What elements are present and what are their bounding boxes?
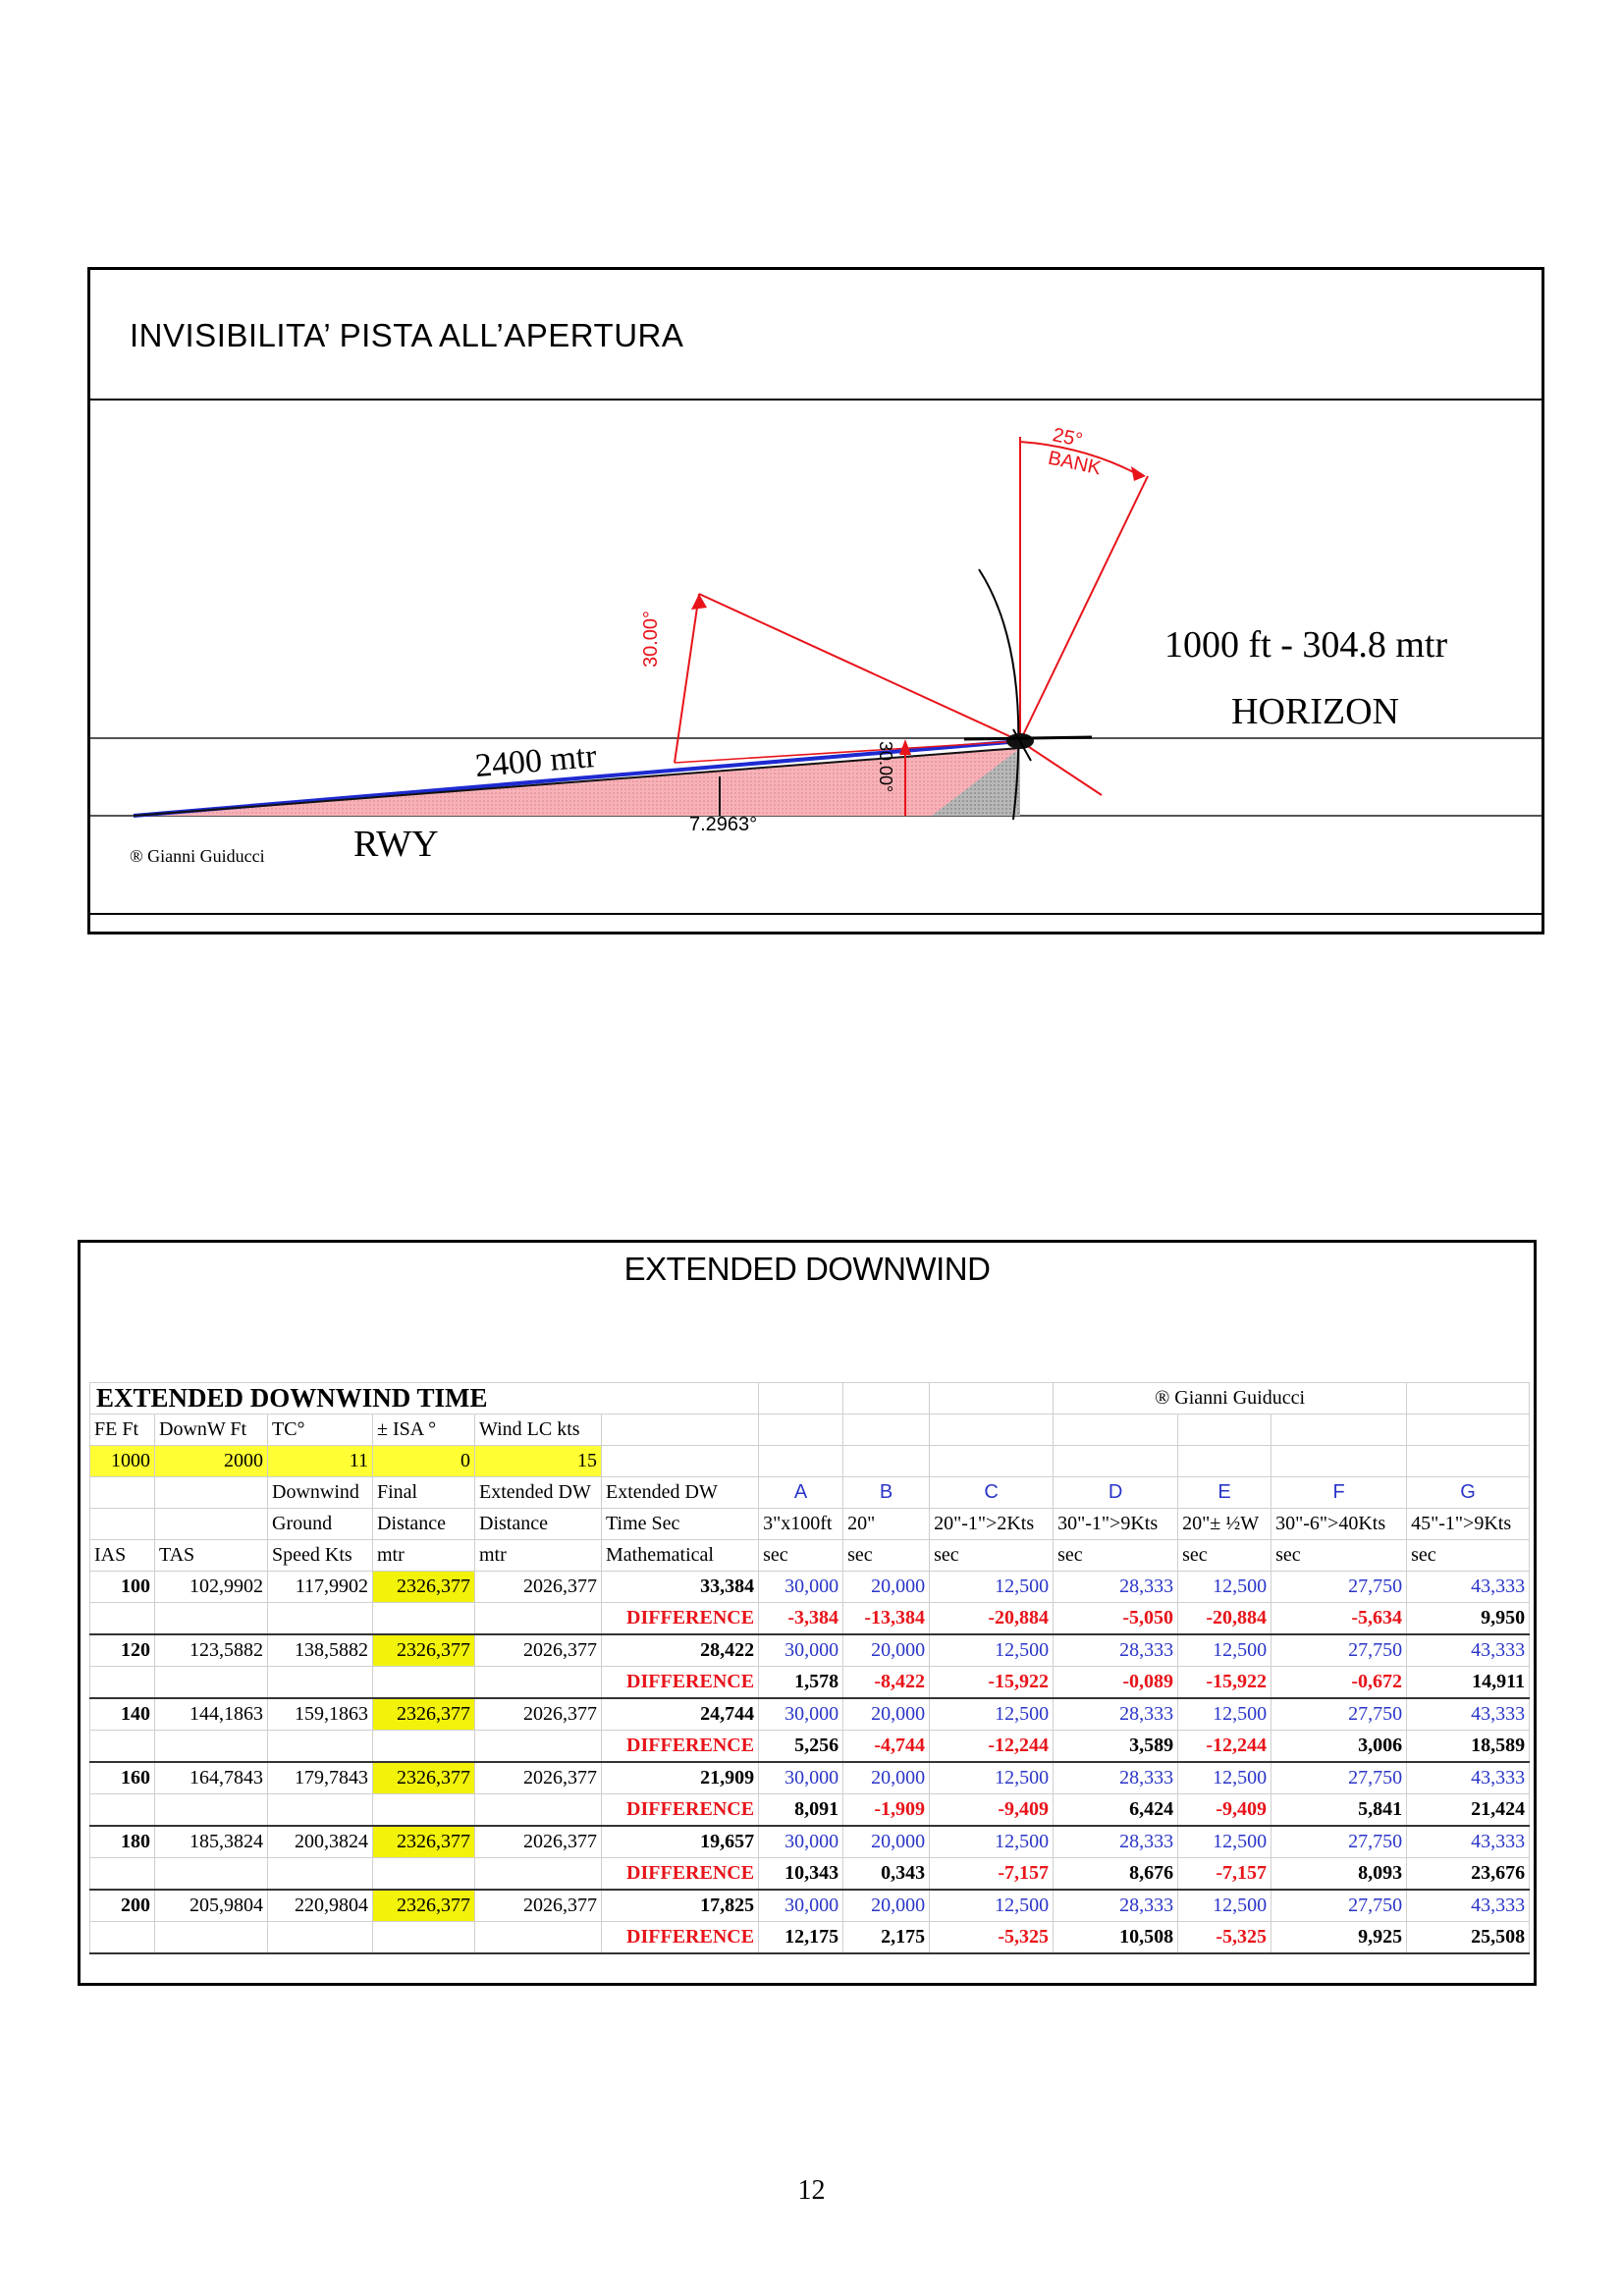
column-header: Extended DW <box>602 1477 759 1509</box>
final-distance-cell: 2326,377 <box>373 1572 475 1603</box>
value-cell: 12,500 <box>1178 1698 1271 1731</box>
empty-cell <box>475 1922 602 1954</box>
extended-distance-cell: 2026,377 <box>475 1826 602 1858</box>
value-cell: 12,500 <box>1178 1572 1271 1603</box>
column-header <box>90 1477 155 1509</box>
param-value: 0 <box>373 1446 475 1477</box>
column-subheader: 30"-1">9Kts <box>1054 1509 1178 1540</box>
difference-label: DIFFERENCE <box>602 1922 759 1954</box>
difference-cell: -0,672 <box>1271 1667 1407 1699</box>
difference-cell: -15,922 <box>930 1667 1054 1699</box>
final-distance-cell: 2326,377 <box>373 1698 475 1731</box>
unit-cell: sec <box>1178 1540 1271 1572</box>
empty-cell <box>155 1667 268 1699</box>
difference-cell: 10,343 <box>759 1858 843 1891</box>
params-label-row <box>90 1415 1530 1446</box>
empty-cell <box>602 1446 759 1477</box>
sheet-title-row <box>90 1383 1530 1415</box>
bank-25-line <box>1020 476 1148 741</box>
groundspeed-cell: 220,9804 <box>268 1890 373 1922</box>
param-label: TC° <box>268 1415 373 1446</box>
difference-row <box>90 1731 1530 1763</box>
column-header <box>155 1509 268 1540</box>
difference-cell: 9,950 <box>1407 1603 1530 1635</box>
unit-cell: sec <box>1054 1540 1178 1572</box>
value-cell: 27,750 <box>1271 1890 1407 1922</box>
difference-cell: -7,157 <box>1178 1858 1271 1891</box>
header-row-3 <box>90 1540 1530 1572</box>
difference-cell: 3,006 <box>1271 1731 1407 1763</box>
extended-distance-cell: 2026,377 <box>475 1762 602 1794</box>
figure-title: INVISIBILITA’ PISTA ALL’APERTURA <box>130 317 684 353</box>
data-row <box>90 1890 1530 1922</box>
empty-cell <box>373 1603 475 1635</box>
difference-label: DIFFERENCE <box>602 1858 759 1891</box>
empty-cell <box>90 1667 155 1699</box>
value-cell: 20,000 <box>843 1572 930 1603</box>
difference-cell: -8,422 <box>843 1667 930 1699</box>
empty-cell <box>843 1446 930 1477</box>
empty-cell <box>90 1603 155 1635</box>
column-letter: C <box>930 1477 1054 1509</box>
column-subheader: 20"± ½W <box>1178 1509 1271 1540</box>
ias-cell: 100 <box>90 1572 155 1603</box>
empty-cell <box>843 1383 930 1415</box>
spreadsheet <box>89 1382 1529 1961</box>
difference-cell: 25,508 <box>1407 1922 1530 1954</box>
empty-cell <box>268 1667 373 1699</box>
empty-cell <box>1178 1446 1271 1477</box>
difference-cell: -20,884 <box>1178 1603 1271 1635</box>
value-cell: 28,333 <box>1054 1698 1178 1731</box>
time-cell: 28,422 <box>602 1634 759 1667</box>
value-cell: 20,000 <box>843 1634 930 1667</box>
empty-cell <box>475 1794 602 1827</box>
column-header: Extended DW <box>475 1477 602 1509</box>
time-cell: 17,825 <box>602 1890 759 1922</box>
bank-arrow <box>1131 466 1146 481</box>
tas-cell: 102,9902 <box>155 1572 268 1603</box>
column-subheader: 20" <box>843 1509 930 1540</box>
difference-cell: 0,343 <box>843 1858 930 1891</box>
groundspeed-cell: 138,5882 <box>268 1634 373 1667</box>
empty-cell <box>90 1731 155 1763</box>
column-header: Time Sec <box>602 1509 759 1540</box>
empty-cell <box>759 1415 843 1446</box>
empty-cell <box>475 1858 602 1891</box>
data-row <box>90 1762 1530 1794</box>
difference-cell: -5,325 <box>930 1922 1054 1954</box>
data-row <box>90 1572 1530 1603</box>
difference-cell: 14,911 <box>1407 1667 1530 1699</box>
empty-cell <box>373 1922 475 1954</box>
column-letter: B <box>843 1477 930 1509</box>
empty-cell <box>759 1383 843 1415</box>
value-cell: 12,500 <box>1178 1634 1271 1667</box>
value-cell: 12,500 <box>930 1698 1054 1731</box>
value-cell: 30,000 <box>759 1698 843 1731</box>
time-cell: 21,909 <box>602 1762 759 1794</box>
value-cell: 43,333 <box>1407 1890 1530 1922</box>
column-header: Downwind <box>268 1477 373 1509</box>
difference-cell: -5,325 <box>1178 1922 1271 1954</box>
difference-cell: -5,050 <box>1054 1603 1178 1635</box>
empty-cell <box>90 1794 155 1827</box>
value-cell: 43,333 <box>1407 1572 1530 1603</box>
value-cell: 20,000 <box>843 1826 930 1858</box>
ias-cell: 180 <box>90 1826 155 1858</box>
empty-cell <box>268 1858 373 1891</box>
copyright-label: ® Gianni Guiducci <box>130 846 265 866</box>
value-cell: 12,500 <box>1178 1762 1271 1794</box>
column-subheader: 20"-1">2Kts <box>930 1509 1054 1540</box>
tas-cell: 144,1863 <box>155 1698 268 1731</box>
runway-invisibility-figure <box>87 267 1544 934</box>
tas-cell: 123,5882 <box>155 1634 268 1667</box>
column-header: Ground <box>268 1509 373 1540</box>
difference-cell: 10,508 <box>1054 1922 1178 1954</box>
horizon-label: HORIZON <box>1231 691 1399 732</box>
value-cell: 12,500 <box>930 1762 1054 1794</box>
bank-angle-label: 25° <box>1051 424 1085 452</box>
difference-cell: 1,578 <box>759 1667 843 1699</box>
tas-cell: 205,9804 <box>155 1890 268 1922</box>
value-cell: 28,333 <box>1054 1634 1178 1667</box>
empty-cell <box>155 1731 268 1763</box>
difference-cell: -15,922 <box>1178 1667 1271 1699</box>
empty-cell <box>1407 1383 1530 1415</box>
unit-cell: sec <box>1271 1540 1407 1572</box>
difference-cell: 8,091 <box>759 1794 843 1827</box>
sheet-title: EXTENDED DOWNWIND TIME <box>90 1383 759 1415</box>
final-distance-cell: 2326,377 <box>373 1634 475 1667</box>
value-cell: 43,333 <box>1407 1826 1530 1858</box>
column-header: IAS <box>90 1540 155 1572</box>
empty-cell <box>475 1667 602 1699</box>
column-letter: E <box>1178 1477 1271 1509</box>
unit-cell: sec <box>759 1540 843 1572</box>
column-header: Distance <box>475 1509 602 1540</box>
data-row <box>90 1826 1530 1858</box>
empty-cell <box>90 1922 155 1954</box>
difference-cell: -9,409 <box>1178 1794 1271 1827</box>
param-value: 15 <box>475 1446 602 1477</box>
column-header: Final <box>373 1477 475 1509</box>
header-row-1 <box>90 1477 1530 1509</box>
difference-cell: -5,634 <box>1271 1603 1407 1635</box>
empty-cell <box>843 1415 930 1446</box>
value-cell: 27,750 <box>1271 1826 1407 1858</box>
value-cell: 30,000 <box>759 1572 843 1603</box>
empty-cell <box>373 1794 475 1827</box>
empty-cell <box>1407 1415 1530 1446</box>
column-letter: D <box>1054 1477 1178 1509</box>
difference-cell: -4,744 <box>843 1731 930 1763</box>
diag-line <box>1020 741 1102 795</box>
data-row <box>90 1698 1530 1731</box>
empty-cell <box>1054 1415 1178 1446</box>
column-header <box>155 1477 268 1509</box>
difference-cell: 8,093 <box>1271 1858 1407 1891</box>
difference-cell: 2,175 <box>843 1922 930 1954</box>
param-label: ± ISA ° <box>373 1415 475 1446</box>
empty-cell <box>1271 1446 1407 1477</box>
value-cell: 43,333 <box>1407 1698 1530 1731</box>
groundspeed-cell: 159,1863 <box>268 1698 373 1731</box>
difference-cell: -20,884 <box>930 1603 1054 1635</box>
copyright-cell: ® Gianni Guiducci <box>1054 1383 1407 1415</box>
empty-cell <box>268 1922 373 1954</box>
bank-label: BANK <box>1046 447 1104 480</box>
bank-30-line <box>699 594 1020 741</box>
empty-cell <box>1271 1415 1407 1446</box>
empty-cell <box>155 1603 268 1635</box>
value-cell: 28,333 <box>1054 1890 1178 1922</box>
tas-cell: 185,3824 <box>155 1826 268 1858</box>
empty-cell <box>602 1415 759 1446</box>
column-header <box>90 1509 155 1540</box>
value-cell: 30,000 <box>759 1890 843 1922</box>
column-letter: A <box>759 1477 843 1509</box>
empty-cell <box>155 1794 268 1827</box>
params-value-row <box>90 1446 1530 1477</box>
difference-cell: 23,676 <box>1407 1858 1530 1891</box>
difference-cell: 9,925 <box>1271 1922 1407 1954</box>
difference-cell: -0,089 <box>1054 1667 1178 1699</box>
altitude-label: 1000 ft - 304.8 mtr <box>1164 624 1448 666</box>
difference-row <box>90 1858 1530 1891</box>
difference-cell: 12,175 <box>759 1922 843 1954</box>
page-number: 12 <box>797 2175 826 2206</box>
final-distance-cell: 2326,377 <box>373 1890 475 1922</box>
unit-cell: sec <box>843 1540 930 1572</box>
difference-label: DIFFERENCE <box>602 1731 759 1763</box>
ias-cell: 140 <box>90 1698 155 1731</box>
final-distance-cell: 2326,377 <box>373 1762 475 1794</box>
extended-distance-cell: 2026,377 <box>475 1698 602 1731</box>
difference-label: DIFFERENCE <box>602 1667 759 1699</box>
empty-cell <box>930 1383 1054 1415</box>
param-value: 1000 <box>90 1446 155 1477</box>
slope-angle-label: 7.2963° <box>689 814 758 835</box>
groundspeed-cell: 200,3824 <box>268 1826 373 1858</box>
difference-cell: 3,589 <box>1054 1731 1178 1763</box>
extended-distance-cell: 2026,377 <box>475 1890 602 1922</box>
ias-cell: 200 <box>90 1890 155 1922</box>
value-cell: 12,500 <box>930 1634 1054 1667</box>
param-value: 11 <box>268 1446 373 1477</box>
empty-cell <box>930 1415 1054 1446</box>
value-cell: 27,750 <box>1271 1698 1407 1731</box>
time-cell: 24,744 <box>602 1698 759 1731</box>
unit-cell: sec <box>1407 1540 1530 1572</box>
value-cell: 12,500 <box>1178 1826 1271 1858</box>
runway-label: RWY <box>353 824 439 865</box>
column-header: Mathematical <box>602 1540 759 1572</box>
value-cell: 43,333 <box>1407 1762 1530 1794</box>
column-header: TAS <box>155 1540 268 1572</box>
empty-cell <box>373 1731 475 1763</box>
column-header: Speed Kts <box>268 1540 373 1572</box>
data-row <box>90 1634 1530 1667</box>
small-arc-arrow <box>899 739 911 755</box>
climb-angle-label: 30.00° <box>640 610 662 667</box>
value-cell: 27,750 <box>1271 1762 1407 1794</box>
empty-cell <box>930 1446 1054 1477</box>
empty-cell <box>475 1731 602 1763</box>
extended-distance-cell: 2026,377 <box>475 1572 602 1603</box>
column-subheader: 3"x100ft <box>759 1509 843 1540</box>
figure-title: EXTENDED DOWNWIND <box>623 1251 991 1287</box>
ias-cell: 120 <box>90 1634 155 1667</box>
aircraft-wing <box>964 737 1092 739</box>
value-cell: 30,000 <box>759 1762 843 1794</box>
value-cell: 27,750 <box>1271 1634 1407 1667</box>
difference-cell: 5,256 <box>759 1731 843 1763</box>
empty-cell <box>90 1858 155 1891</box>
difference-row <box>90 1603 1530 1635</box>
value-cell: 43,333 <box>1407 1634 1530 1667</box>
value-cell: 20,000 <box>843 1698 930 1731</box>
difference-cell: -12,244 <box>930 1731 1054 1763</box>
value-cell: 12,500 <box>930 1890 1054 1922</box>
empty-cell <box>268 1603 373 1635</box>
value-cell: 12,500 <box>930 1826 1054 1858</box>
value-cell: 20,000 <box>843 1890 930 1922</box>
small-angle-label: 30.00° <box>876 741 895 793</box>
column-header: mtr <box>373 1540 475 1572</box>
value-cell: 28,333 <box>1054 1762 1178 1794</box>
downwind-table <box>89 1382 1530 1954</box>
value-cell: 20,000 <box>843 1762 930 1794</box>
value-cell: 30,000 <box>759 1826 843 1858</box>
difference-cell: -3,384 <box>759 1603 843 1635</box>
difference-cell: -9,409 <box>930 1794 1054 1827</box>
header-row-2 <box>90 1509 1530 1540</box>
difference-row <box>90 1667 1530 1699</box>
empty-cell <box>1054 1446 1178 1477</box>
column-letter: G <box>1407 1477 1530 1509</box>
empty-cell <box>155 1858 268 1891</box>
difference-cell: -13,384 <box>843 1603 930 1635</box>
difference-cell: -7,157 <box>930 1858 1054 1891</box>
groundspeed-cell: 117,9902 <box>268 1572 373 1603</box>
difference-cell: 5,841 <box>1271 1794 1407 1827</box>
param-value: 2000 <box>155 1446 268 1477</box>
difference-cell: 21,424 <box>1407 1794 1530 1827</box>
param-label: Wind LC kts <box>475 1415 602 1446</box>
unit-cell: sec <box>930 1540 1054 1572</box>
difference-cell: 6,424 <box>1054 1794 1178 1827</box>
time-cell: 33,384 <box>602 1572 759 1603</box>
empty-cell <box>373 1667 475 1699</box>
ias-cell: 160 <box>90 1762 155 1794</box>
extended-downwind-figure <box>78 1240 1537 1986</box>
tas-cell: 164,7843 <box>155 1762 268 1794</box>
empty-cell <box>268 1731 373 1763</box>
difference-row <box>90 1794 1530 1827</box>
difference-cell: 18,589 <box>1407 1731 1530 1763</box>
value-cell: 30,000 <box>759 1634 843 1667</box>
difference-cell: -1,909 <box>843 1794 930 1827</box>
empty-cell <box>1407 1446 1530 1477</box>
difference-cell: 8,676 <box>1054 1858 1178 1891</box>
empty-cell <box>268 1794 373 1827</box>
difference-label: DIFFERENCE <box>602 1794 759 1827</box>
value-cell: 27,750 <box>1271 1572 1407 1603</box>
empty-cell <box>373 1858 475 1891</box>
difference-label: DIFFERENCE <box>602 1603 759 1635</box>
param-label: DownW Ft <box>155 1415 268 1446</box>
empty-cell <box>155 1922 268 1954</box>
empty-cell <box>475 1603 602 1635</box>
value-cell: 12,500 <box>1178 1890 1271 1922</box>
value-cell: 28,333 <box>1054 1572 1178 1603</box>
column-header: Distance <box>373 1509 475 1540</box>
distance-label: 2400 mtr <box>473 737 599 785</box>
time-cell: 19,657 <box>602 1826 759 1858</box>
difference-row <box>90 1922 1530 1954</box>
empty-cell <box>759 1446 843 1477</box>
geometry-diagram <box>90 270 1542 932</box>
final-distance-cell: 2326,377 <box>373 1826 475 1858</box>
column-subheader: 30"-6">40Kts <box>1271 1509 1407 1540</box>
column-letter: F <box>1271 1477 1407 1509</box>
column-subheader: 45"-1">9Kts <box>1407 1509 1530 1540</box>
empty-cell <box>1178 1415 1271 1446</box>
param-label: FE Ft <box>90 1415 155 1446</box>
value-cell: 12,500 <box>930 1572 1054 1603</box>
value-cell: 28,333 <box>1054 1826 1178 1858</box>
groundspeed-cell: 179,7843 <box>268 1762 373 1794</box>
extended-distance-cell: 2026,377 <box>475 1634 602 1667</box>
difference-cell: -12,244 <box>1178 1731 1271 1763</box>
column-header: mtr <box>475 1540 602 1572</box>
